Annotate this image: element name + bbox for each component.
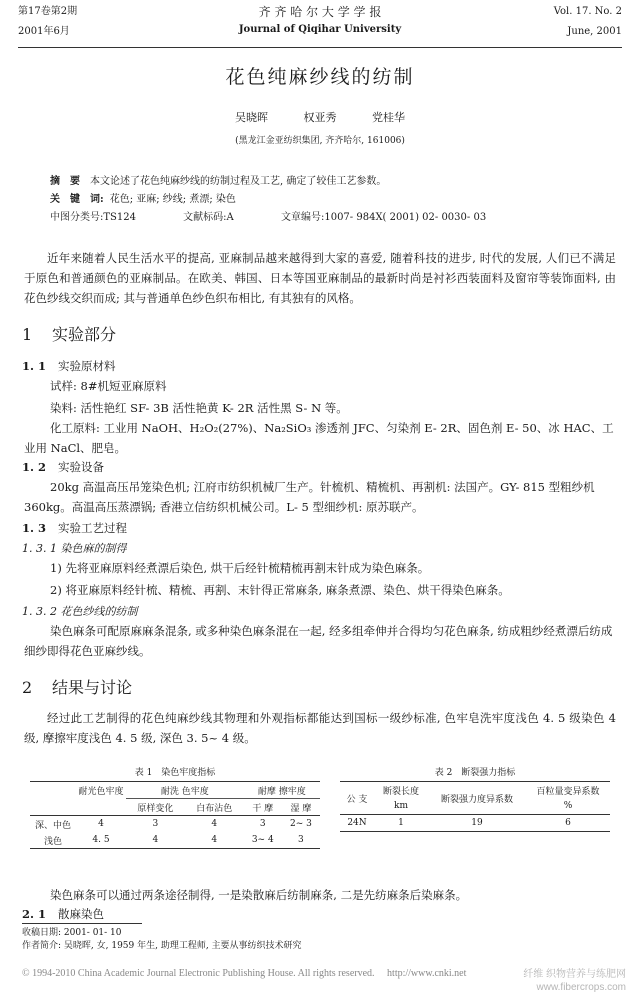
table-subheader: 干 摩 <box>244 799 282 816</box>
subsection-heading: 2. 1 散麻染色 <box>22 907 105 921</box>
table-header: 断裂强力度异系数 <box>428 782 526 815</box>
text-paragraph: 20kg 高温高压吊笼染色机; 江府市纺织机械厂生产。针梳机、精梳机、再割机: 法国产。GY- 815 型粗纱机 360kg。高温高压蒸漂锅; 香港立信纺织机械公司。L- 5 型细纱机: 原苏联产。 <box>24 480 595 514</box>
table-row: 24N 1 19 6 <box>340 815 610 832</box>
watermark: 纤维 织物营养与练肥网 www.fibercrops.com <box>523 969 626 993</box>
copyright-notice: © 1994-2010 China Academic Journal Electronic Publishing House. All rights reserved. http://www.cnki.net <box>22 968 467 979</box>
subsubsection-heading: 1. 3. 2 花色纱线的纺制 <box>22 605 138 618</box>
keywords: 关 键 词: 花色; 亚麻; 纱线; 煮漂; 染色 <box>50 194 236 205</box>
author-list <box>0 109 640 125</box>
table-header: 断裂长度 <box>374 782 428 799</box>
table-header: 耐洗 色牢度 <box>126 782 244 799</box>
subsection-heading: 1. 1 实验原材料 <box>22 359 116 373</box>
author: 吴晓晖 <box>235 111 268 124</box>
text-paragraph: 染色麻条可以通过两条途径制得, 一是染散麻后纺制麻条, 二是先纺麻条后染麻条。 <box>50 888 468 902</box>
text-line: 染料: 活性艳红 SF- 3B 活性艳黄 K- 2R 活性黑 S- N 等。 <box>50 401 348 415</box>
journal-volume: 第17卷第2期 2001年6月 <box>18 6 78 37</box>
table-caption: 表 2 断裂强力指标 <box>434 768 516 778</box>
author: 权亚秀 <box>303 111 337 124</box>
table-caption: 表 1 染色牢度指标 <box>134 768 216 778</box>
table-header: 百粒量变异系数 <box>526 782 610 799</box>
table-breaking-strength <box>340 781 610 832</box>
subsection-heading: 1. 2 实验设备 <box>22 460 105 474</box>
footnote-rule <box>22 923 142 924</box>
results-paragraph: 经过此工艺制得的花色纯麻纱线其物理和外观指标都能达到国标一级纱标准, 色牢皂洗牢度浅色 4. 5 级染色 4 级, 摩擦牢度浅色 4. 5 级, 深色 3. 5~ 4 级。 <box>24 711 616 745</box>
table-subheader: 原样变化 <box>126 799 185 816</box>
table-colorfastness <box>30 781 320 849</box>
text-paragraph: 化工原料: 工业用 NaOH、H₂O₂(27%)、Na₂SiO₃ 渗透剂 JFC、匀染剂 E- 2R、固色剂 E- 50、冰 HAC、工业用 NaCl、肥皂。 <box>24 421 614 455</box>
table-subheader: 白布沾色 <box>185 799 244 816</box>
affiliation: (黑龙江金亚纺织集团, 齐齐哈尔, 161006) <box>235 136 405 146</box>
text-line: 2) 将亚麻原料经针梳、精梳、再割、末针得正常麻条, 麻条煮漂、染色、烘干得染色麻条。 <box>50 583 510 597</box>
footnote: 收稿日期: 2001- 01- 10 作者简介: 吴晓晖, 女, 1959 年生, 助理工程师, 主要从事纺织技术研究 <box>22 928 302 951</box>
table-row: 浅色 4. 5 4 4 3~ 4 3 <box>30 832 320 849</box>
table-unit: % <box>526 798 610 815</box>
section-heading: 2 结果与讨论 <box>22 678 133 697</box>
subsection-heading: 1. 3 实验工艺过程 <box>22 521 128 535</box>
intro-paragraph: 近年来随着人民生活水平的提高, 亚麻制品越来越得到大家的喜爱, 随着科技的进步, 时代的发展, 人们已不满足于原色和普通颜色的亚麻制品。在欧美、韩国、日本等国亚麻制品的最新时尚是衬衫西装面料及窗帘等装饰面料, 由花色纱线交织而成; 其与普通单色纱色织布相比, 有其独有的风格。 <box>24 251 616 305</box>
table-header: 耐摩 擦牢度 <box>244 782 320 799</box>
text-line: 1) 先将亚麻原料经煮漂后染色, 烘干后经针梳精梳再割末针成为染色麻条。 <box>50 561 430 575</box>
text-paragraph: 染色麻条可配原麻麻条混条, 或多种染色麻条混在一起, 经多组牵伸并合得均匀花色麻条, 纺成粗纱经煮漂后纺成细纱即得花色亚麻纱线。 <box>24 624 613 658</box>
table-header: 公 支 <box>340 782 374 815</box>
table-row: 深、中色 4 3 4 3 2~ 3 <box>34 819 312 831</box>
header-rule <box>18 47 622 48</box>
classification: 中图分类号:TS124 文献标码:A 文章编号:1007- 984X( 2001) 02- 0030- 03 <box>50 212 487 223</box>
table-header: 耐光色牢度 <box>76 782 126 799</box>
journal-issue: Vol. 17. No. 2 June, 2001 <box>553 6 622 37</box>
abstract: 摘 要 本文论述了花色纯麻纱线的纺制过程及工艺, 确定了较佳工艺参数。 <box>50 176 387 187</box>
subsubsection-heading: 1. 3. 1 染色麻的制得 <box>22 542 127 555</box>
table-unit: km <box>374 798 428 815</box>
text-line: 试样: 8#机短亚麻原料 <box>50 379 167 393</box>
author: 党桂华 <box>372 111 405 124</box>
journal-name: 齐 齐 哈 尔 大 学 学 报 Journal of Qiqihar University <box>238 5 402 35</box>
paper-title: 花色纯麻纱线的纺制 <box>225 66 415 88</box>
section-heading: 1 实验部分 <box>22 325 117 344</box>
table-subheader: 湿 摩 <box>282 799 320 816</box>
